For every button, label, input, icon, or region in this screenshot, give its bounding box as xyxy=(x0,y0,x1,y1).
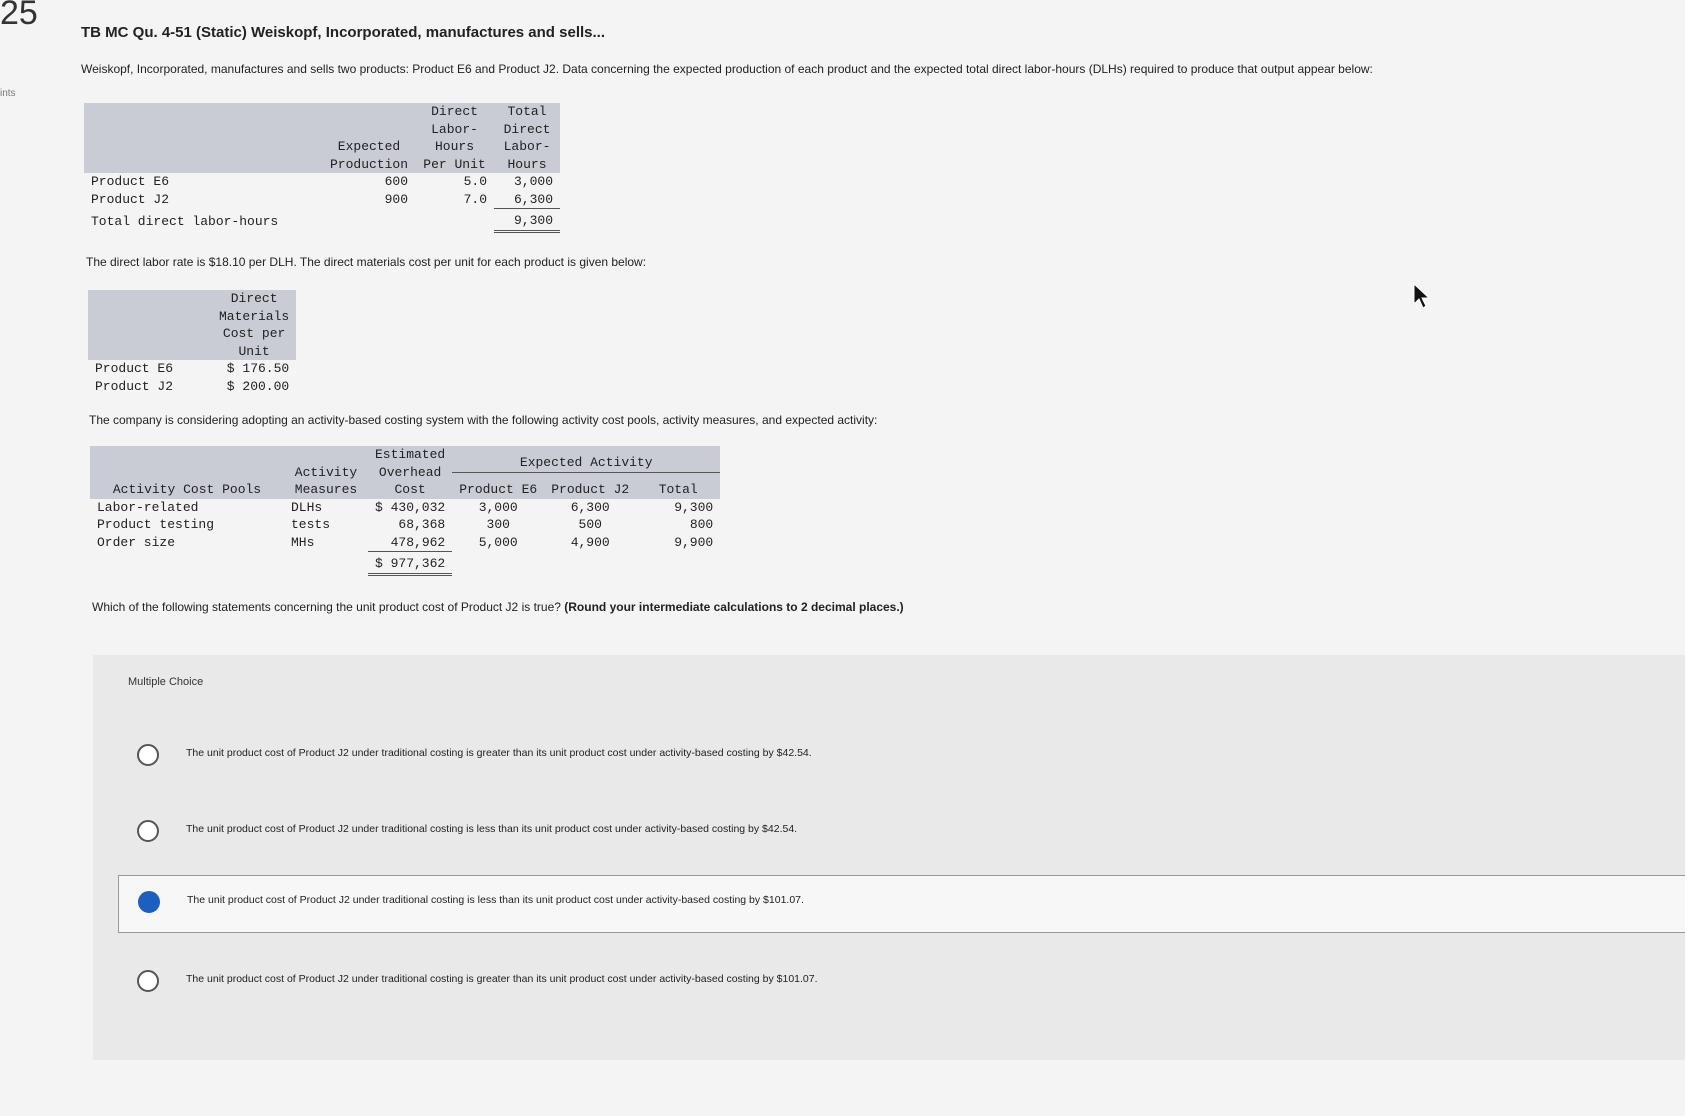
radio-button[interactable] xyxy=(137,820,159,842)
production-table xyxy=(84,103,560,233)
question-number: 25 xyxy=(0,0,38,32)
col-hours-per-unit: Direct Labor-Hours Per Unit xyxy=(415,103,494,173)
table-row: Order size MHs 478,962 5,000 4,900 9,900 xyxy=(90,534,720,552)
col-e6: Product E6 xyxy=(452,472,544,498)
col-overhead-cost: Estimated Overhead Cost xyxy=(368,446,452,499)
abc-text: The company is considering adopting an activity-based costing system with the following activity cost pools, activity measures, and expected activity: xyxy=(89,413,878,427)
question-text: Which of the following statements concerning the unit product cost of Product J2 is true? (Round your intermediate calculations to 2 decimal places.) xyxy=(92,600,904,614)
table-row: Product testing tests 68,368 300 500 800 xyxy=(90,516,720,534)
side-label: ints xyxy=(0,88,16,99)
col-total-dlh: Total Direct Labor-Hours xyxy=(494,103,560,173)
radio-button-selected[interactable] xyxy=(138,891,160,913)
mouse-cursor-icon xyxy=(1412,282,1432,312)
col-total: Total xyxy=(636,472,720,498)
choice-option-4[interactable]: The unit product cost of Product J2 under traditional costing is greater than its unit product cost under activity-based costing by $101.07. xyxy=(118,955,1685,1011)
page-title: TB MC Qu. 4-51 (Static) Weiskopf, Incorporated, manufactures and sells... xyxy=(81,24,605,41)
col-expected-production: Expected Production xyxy=(323,103,415,173)
table-row-total: Total direct labor-hours 9,300 xyxy=(84,209,560,232)
table-row: Product J2 900 7.0 6,300 xyxy=(84,191,560,209)
labor-rate-text: The direct labor rate is $18.10 per DLH. The direct materials cost per unit for each product is given below: xyxy=(86,255,647,269)
table-row-total: $ 977,362 xyxy=(90,552,720,575)
table-row: Product E6 $ 176.50 xyxy=(88,360,296,378)
choice-option-3[interactable]: The unit product cost of Product J2 under traditional costing is less than its unit product cost under activity-based costing by $101.07. xyxy=(118,875,1685,933)
multiple-choice-label: Multiple Choice xyxy=(128,676,204,688)
col-group-expected-activity: Expected Activity xyxy=(452,446,720,472)
table-row: Labor-related DLHs $ 430,032 3,000 6,300 9,300 xyxy=(90,499,720,517)
table-row: Product E6 600 5.0 3,000 xyxy=(84,173,560,191)
intro-text: Weiskopf, Incorporated, manufactures and sells two products: Product E6 and Product J2. Data concerning the expected production of each product and the expected total direct labor-hours (DLHs) required to produce that output appear below: xyxy=(81,62,1373,76)
choice-option-1[interactable]: The unit product cost of Product J2 under traditional costing is greater than its unit product cost under activity-based costing by $42.54. xyxy=(118,729,1685,785)
radio-button[interactable] xyxy=(137,744,159,766)
col-j2: Product J2 xyxy=(544,472,636,498)
col-cost-pools: Activity Cost Pools xyxy=(90,446,284,499)
radio-button[interactable] xyxy=(137,970,159,992)
materials-table xyxy=(88,290,296,395)
table-row: Product J2 $ 200.00 xyxy=(88,378,296,396)
activity-table xyxy=(90,446,720,576)
choice-option-2[interactable]: The unit product cost of Product J2 under traditional costing is less than its unit product cost under activity-based costing by $42.54. xyxy=(118,805,1685,861)
col-materials-cost: Direct Materials Cost per Unit xyxy=(212,290,296,360)
col-activity-measures: Activity Measures xyxy=(284,446,368,499)
